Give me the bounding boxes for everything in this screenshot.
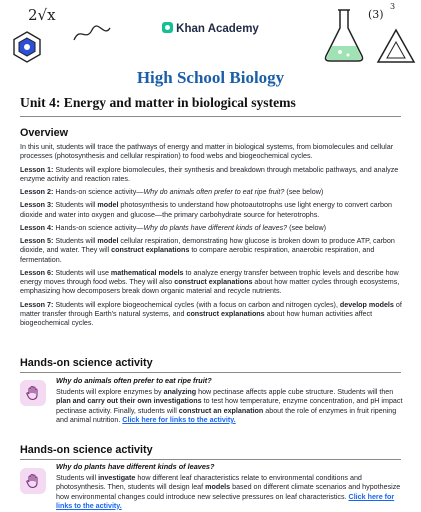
activity-2-heading: Hands-on science activity <box>20 444 153 456</box>
divider <box>20 116 401 117</box>
sqrt-doodle: 2√x <box>28 6 56 24</box>
lesson-6: Lesson 6: Students will use mathematical models to analyze energy transfer between trophic levels and describe how energy moves through food webs. They will also construct explanations about how matter cycles through ecosystems, emphasizing how decomposers break down organic material and recycle nutrients. <box>20 268 400 296</box>
logo-text: Khan Academy <box>176 23 259 35</box>
overview-intro: In this unit, students will trace the pathways of energy and matter in biological systems, from biomolecules and cellular processes (photosynthesis and cellular respiration) to food webs and biogeochemical cycles. <box>20 143 394 161</box>
activity-2-question: Why do plants have different kinds of leaves? <box>56 462 215 471</box>
flask-doodle-icon <box>322 6 366 64</box>
lesson-2: Lesson 2: Hands-on science activity—Why do animals often prefer to eat ripe fruit? (see below) <box>20 188 324 196</box>
triangle-ruler-icon <box>376 28 416 64</box>
lesson-4: Lesson 4: Hands-on science activity—Why do plants have different kinds of leaves? (see below) <box>20 223 327 232</box>
khan-academy-mark-icon <box>162 22 173 33</box>
exponent-doodle: (3) <box>368 8 384 21</box>
divider <box>20 459 401 460</box>
lesson-1: Lesson 1: Students will explore biomolecules, their synthesis and breakdown through metabolic pathways, and analyze enzyme activity and reaction rates. <box>20 165 399 183</box>
activity-1-question: Why do animals often prefer to eat ripe fruit? <box>56 376 212 385</box>
activity-1-heading: Hands-on science activity <box>20 357 153 369</box>
activity-2 <box>20 462 405 512</box>
lesson-3: Lesson 3: Students will model photosynthesis to understand how photoautotrophs use light energy to convert carbon dioxide and water into oxygen and glucose—the primary carbohydrate source for heterotrophs. <box>20 201 392 219</box>
course-title: High School Biology <box>136 68 285 87</box>
activity-1 <box>20 376 405 432</box>
hands-on-activity-icon <box>20 468 46 494</box>
hand-icon <box>25 385 41 401</box>
activity-2-link[interactable]: Click here for links to the activity. <box>56 492 395 510</box>
divider <box>20 372 401 373</box>
page-header <box>0 0 421 68</box>
hands-on-activity-icon <box>20 380 46 406</box>
unit-title: Unit 4: Energy and matter in biological systems <box>20 95 296 110</box>
lesson-5: Lesson 5: Students will model cellular respiration, demonstrating how glucose is broken down to produce ATP, carbon dioxide, and water. They will construct explanations to compare aerobic respiration, anaerobic respiration, and fermentation. <box>20 237 395 264</box>
activity-2-description: Students will investigate how different leaf characteristics relate to environmental conditions and photosynthesis. Then, students will design leaf models based on different climate scenarios and hypothesize how environmental changes could introduce new selective pressures on leaf characteristics. Click here for links to the activity. <box>56 474 401 510</box>
activity-1-description: Students will explore enzymes by analyzing how pectinase affects apple cube structure. Students will then plan and carry out their own investigations to test how temperature, enzyme concentration, and pH impact pectinase activity. Finally, students will construct an explanation about the role of enzymes in fruit ripening and animal nutrition. Click here for links to the activity. <box>56 388 403 424</box>
overview-heading: Overview <box>20 127 69 139</box>
lesson-7: Lesson 7: Students will explore biogeochemical cycles (with a focus on carbon and nitrogen cycles), develop models of matter transfer through Earth's natural systems, and construct explanations about how human activities affect biogeochemical cycles. <box>20 300 402 327</box>
molecule-doodle-icon <box>10 30 44 64</box>
exponent-doodle-2: 3 <box>390 2 396 11</box>
hand-icon <box>25 473 41 489</box>
activity-1-link[interactable]: Click here for links to the activity. <box>122 415 236 424</box>
overview-section <box>20 143 405 332</box>
